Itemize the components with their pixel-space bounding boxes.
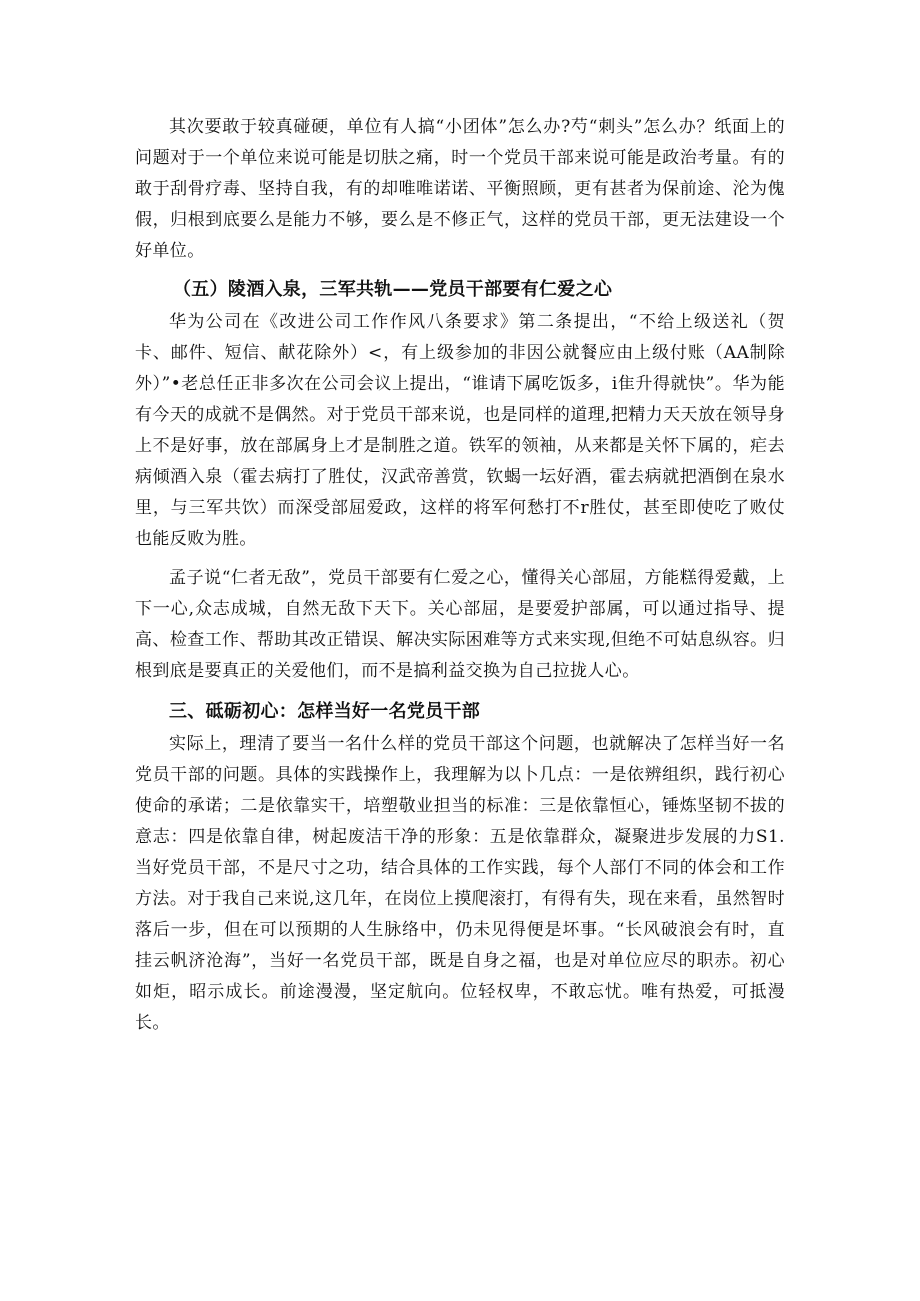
section-heading-3: 三、砥砺初心：怎样当好一名党员干部 (169, 701, 481, 722)
paragraph: 孟子说“仁者无敌”，党员干部要有仁爱之心，懂得关心部屈，方能糕得爱戴，上下一心,众志成城，自然无敌下天下。关心部屈，是要爱护部属，可以通过指导、提高、检查工作、帮助其改正错误、解决实际困难等方式来实现,但绝不可姑息纵容。归根到底是要真正的关爱他们，而不是搞利益交换为自己拉拢人心。 (135, 568, 785, 681)
paragraph: 华为公司在《改进公司工作作风八条要求》第二条提出，“不给上级送礼（贺卡、邮件、短信、献花除外）<，有上级参加的非因公就餐应由上级付账（AA制除外）”•老总任正非多次在公司会议上提出，“谁请下属吃饭多，i隹升得就快”。华为能有今天的成就不是偶然。对于党员干部来说，也是同样的道理,把精力天天放在领导身上不是好事，放在部属身上才是制胜之道。铁军的领袖，从来都是关怀下属的，疟去病倾酒入泉（霍去病打了胜仗，汉武帝善赏，钦蝎一坛好酒，霍去病就把酒倒在泉水里，与三军共饮）而深受部屈爱政，这样的将军何愁打不r胜仗，甚至即使吃了败仗也能反败为胜。 (135, 312, 785, 549)
paragraph: 实际上，理清了要当一名什么样的党员干部这个问题，也就解决了怎样当好一名党员干部的问题。具体的实践操作上，我理解为以卜几点：一是依辨组织，践行初心使命的承诺；二是依靠实干，培塑敬业担当的标准：三是依靠恒心，锤炼坚韧不拔的意志：四是依靠自律，树起废洁干净的形象：五是依靠群众，凝聚进步发展的力S1.当好党员干部，不是尺寸之功，结合具体的工作实践，每个人部仃不同的体会和工作方法。对于我自己来说,这几年，在岗位上摸爬滚打，有得有失，现在来看，虽然智时落后一步，但在可以预期的人生脉络中，仍未见得便是坏事。“长风破浪会有时，直挂云帆济沧海”，当好一名党员干部，既是自身之福，也是对单位应尽的职赤。初心如炬，昭示成长。前途漫漫，坚定航向。位轻权卑，不敢忘忧。唯有热爱，可抵漫长。 (135, 734, 785, 1033)
document-body (135, 112, 785, 1039)
section-heading-5: （五）陵酒入泉，三军共轨——党员干部要有仁爱之心 (173, 279, 613, 300)
paragraph: 其次要敢于较真碰硬，单位有人搞“小团体”怎么办?芍“刺头”怎么办？纸面上的问题对于一个单位来说可能是切肤之痛，时一个党员干部来说可能是政治考量。有的敢于刮骨疗毒、坚持自我，有的却唯唯诺诺、平衡照顾，更有甚者为保前途、沦为傀假，归根到底要么是能力不够，要么是不修正气，这样的党员干部，更无法建设一个好单位。 (135, 117, 785, 261)
